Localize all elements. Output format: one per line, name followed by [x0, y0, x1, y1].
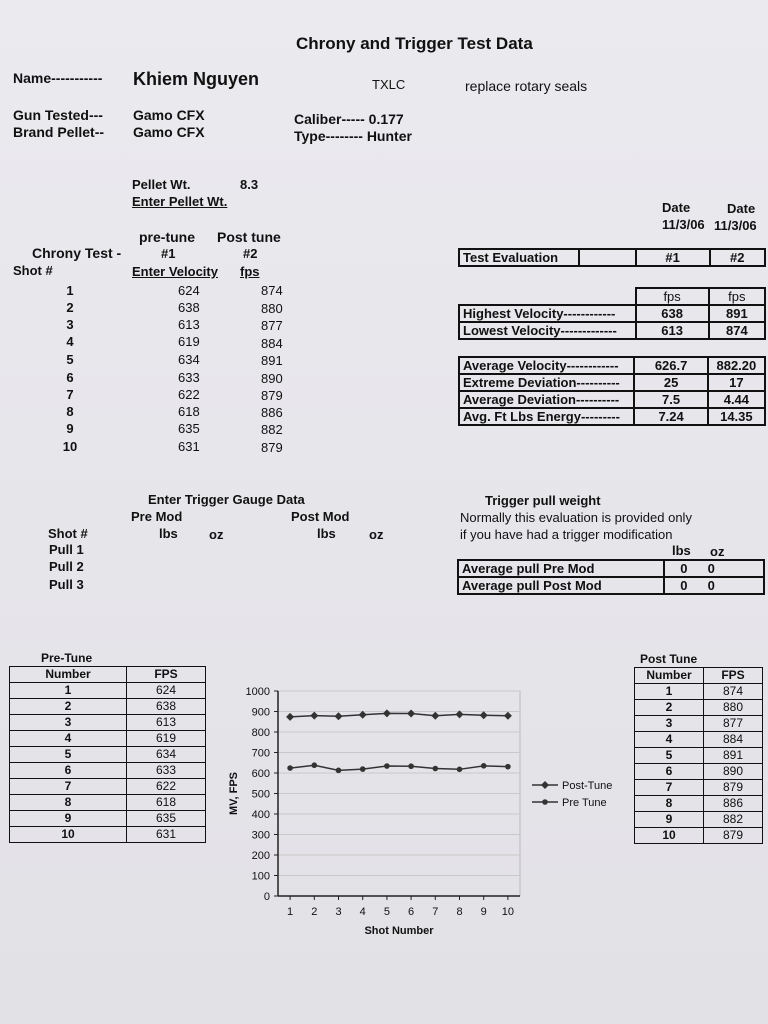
posttune-fps-cell: 891 — [704, 748, 763, 764]
eval-value: 891 — [709, 305, 765, 322]
data-point — [287, 765, 293, 771]
posttune-velocity: 879 — [261, 440, 283, 455]
shot-number: 7 — [66, 387, 74, 402]
pretune-fps-cell: 633 — [127, 763, 206, 779]
x-tick-label: 8 — [456, 906, 463, 918]
y-tick-label: 100 — [251, 870, 270, 883]
pretune-number-cell: 6 — [10, 763, 127, 779]
table-row — [10, 779, 206, 795]
pre-oz-header: oz — [209, 527, 224, 542]
posttune-number-cell: 10 — [635, 828, 704, 844]
velocity-chart — [222, 680, 622, 945]
shot-header: Shot # — [13, 263, 53, 278]
pretune-velocity: 634 — [178, 352, 200, 367]
trigger-gauge-title: Enter Trigger Gauge Data — [148, 492, 305, 507]
eval-col-1: #1 — [636, 249, 710, 266]
table-row — [459, 391, 765, 408]
date-header-1: Date — [662, 200, 691, 215]
eval-value: 25 — [634, 374, 707, 391]
eval-row-label: Highest Velocity------------ — [459, 305, 636, 322]
test-evaluation-title: Test Evaluation — [459, 249, 579, 266]
shot-number: 4 — [66, 334, 74, 349]
pretune-number-cell: 8 — [10, 795, 127, 811]
pellet-label: Brand Pellet-- — [13, 124, 105, 140]
pretune-number-cell: 7 — [10, 779, 127, 795]
pull-lbs-value: 0 — [664, 560, 704, 577]
posttune-number-cell: 6 — [635, 764, 704, 780]
date-value-1: 11/3/06 — [662, 217, 705, 232]
eval-row-label: Average Deviation---------- — [459, 391, 634, 408]
table-row — [459, 374, 765, 391]
pull-label: Pull 3 — [49, 577, 84, 592]
table-row — [635, 764, 763, 780]
trigger-shot-header: Shot # — [48, 526, 88, 541]
date-value-2: 11/3/06 — [714, 218, 757, 233]
shot-number: 9 — [66, 421, 74, 436]
pull-weight-note-1: Normally this evaluation is provided only — [460, 510, 692, 525]
gun-label: Gun Tested--- — [13, 107, 103, 123]
pretune-number-cell: 5 — [10, 747, 127, 763]
table-row — [635, 684, 763, 700]
data-point — [336, 768, 342, 774]
y-tick-label: 1000 — [245, 686, 270, 698]
eval-value: 7.24 — [634, 408, 707, 425]
table-row — [10, 731, 206, 747]
y-tick-label: 400 — [251, 809, 270, 821]
shot-number: 3 — [66, 317, 74, 332]
posttune-number-cell: 3 — [635, 716, 704, 732]
shot-number: 10 — [62, 439, 78, 454]
posttune-fps-cell: 886 — [704, 796, 763, 812]
data-point — [384, 763, 390, 769]
pretune-table-title: Pre-Tune — [41, 651, 93, 665]
shot-number: 8 — [66, 404, 74, 419]
data-point — [433, 766, 439, 772]
pull-oz-value: 0 — [704, 560, 764, 577]
series-line-1 — [290, 765, 508, 770]
y-tick-label: 0 — [263, 891, 270, 903]
posttune-velocity: 891 — [261, 353, 283, 368]
test-evaluation-header — [458, 248, 766, 267]
posttune-number-cell: 7 — [635, 780, 704, 796]
pretune-fps-cell: 635 — [127, 811, 206, 827]
pretune-number-header: Number — [10, 667, 127, 683]
eval-col-2: #2 — [710, 249, 765, 266]
posttune-velocity: 877 — [261, 318, 283, 333]
posttune-velocity: 890 — [261, 371, 283, 386]
pull-oz-header: oz — [710, 544, 725, 559]
fps-unit-label: fps — [240, 264, 260, 279]
y-tick-label: 700 — [251, 747, 270, 760]
posttune-number-cell: 9 — [635, 812, 704, 828]
eval-value: 638 — [636, 305, 709, 322]
y-tick-label: 600 — [251, 768, 270, 780]
posttune-fps-header: FPS — [704, 668, 763, 684]
posttune-table-title: Post Tune — [640, 652, 698, 666]
legend-marker — [542, 799, 548, 805]
y-tick-label: 500 — [251, 788, 270, 801]
data-point — [457, 767, 463, 773]
eval-value: 874 — [709, 322, 765, 339]
table-row — [635, 828, 763, 844]
post-oz-header: oz — [369, 527, 384, 542]
eval-row-label: Avg. Ft Lbs Energy--------- — [459, 408, 634, 425]
x-tick-label: 5 — [383, 906, 390, 918]
pretune-fps-cell: 638 — [127, 699, 206, 715]
pellet-wt-label: Pellet Wt. — [132, 177, 191, 192]
table-row — [459, 357, 765, 374]
x-tick-label: 6 — [408, 906, 415, 918]
pretune-fps-cell: 624 — [127, 683, 206, 699]
posttune-fps-cell: 879 — [704, 780, 763, 796]
data-point — [480, 711, 488, 719]
pre-mod-header: Pre Mod — [131, 509, 183, 524]
shot-number: 5 — [66, 352, 74, 367]
fps-header-2: fps — [709, 288, 765, 305]
posttune-velocity: 880 — [261, 301, 283, 316]
posttune-number-cell: 1 — [635, 684, 704, 700]
series-line-0 — [290, 713, 508, 716]
table-row — [458, 577, 764, 594]
x-axis-label: Shot Number — [364, 925, 434, 937]
velocity-range-table — [458, 287, 766, 340]
eval-value: 14.35 — [708, 408, 765, 425]
posttune-table — [634, 667, 763, 844]
pretune-velocity: 624 — [178, 283, 200, 298]
table-row — [635, 780, 763, 796]
posttune-number-cell: 8 — [635, 796, 704, 812]
posttune-number-cell: 4 — [635, 732, 704, 748]
pretune-number-cell: 10 — [10, 827, 127, 843]
table-row — [635, 796, 763, 812]
eval-row-label: Lowest Velocity------------- — [459, 322, 636, 339]
pretune-fps-cell: 619 — [127, 731, 206, 747]
shot-number: 6 — [66, 370, 74, 385]
test-number-2: #2 — [243, 246, 258, 261]
posttune-velocity: 882 — [261, 422, 283, 437]
eval-value: 613 — [636, 322, 709, 339]
eval-value: 882.20 — [708, 357, 765, 374]
pre-lbs-header: lbs — [159, 526, 178, 541]
data-point — [431, 712, 439, 720]
caliber-label: Caliber----- 0.177 — [294, 111, 404, 127]
data-point — [360, 766, 366, 772]
post-lbs-header: lbs — [317, 526, 336, 541]
posttune-velocity: 879 — [261, 388, 283, 403]
eval-value: 4.44 — [708, 391, 765, 408]
table-row — [635, 732, 763, 748]
fps-header-1: fps — [636, 288, 709, 305]
pretune-table — [9, 666, 206, 843]
table-row — [10, 683, 206, 699]
shot-number: 2 — [66, 300, 74, 315]
x-tick-label: 10 — [501, 906, 515, 918]
eval-row-label: Average Velocity------------ — [459, 357, 634, 374]
posttune-velocity: 884 — [261, 336, 283, 351]
pretune-number-cell: 1 — [10, 683, 127, 699]
posttune-fps-cell: 884 — [704, 732, 763, 748]
name-label: Name----------- — [13, 70, 103, 86]
pretune-header: pre-tune — [139, 229, 195, 245]
posttune-fps-cell: 882 — [704, 812, 763, 828]
pull-row-label: Average pull Post Mod — [458, 577, 664, 594]
note-text: replace rotary seals — [465, 78, 588, 94]
pull-row-label: Average pull Pre Mod — [458, 560, 664, 577]
posttune-velocity: 886 — [261, 405, 283, 420]
pretune-velocity: 633 — [178, 370, 200, 385]
code-text: TXLC — [372, 77, 406, 92]
pretune-number-cell: 9 — [10, 811, 127, 827]
shot-number: 1 — [66, 283, 74, 298]
posttune-fps-cell: 879 — [704, 828, 763, 844]
page-title: Chrony and Trigger Test Data — [296, 34, 533, 53]
pretune-number-cell: 2 — [10, 699, 127, 715]
pull-weight-note-2: if you have had a trigger modification — [460, 527, 673, 542]
x-tick-label: 7 — [432, 906, 439, 918]
name-value: Khiem Nguyen — [133, 69, 260, 89]
y-tick-label: 200 — [251, 850, 270, 862]
data-point — [312, 762, 318, 768]
enter-pellet-wt-label: Enter Pellet Wt. — [132, 194, 228, 209]
table-row — [10, 747, 206, 763]
y-tick-label: 800 — [251, 727, 270, 739]
posttune-velocity: 874 — [261, 283, 283, 298]
pretune-velocity: 638 — [178, 300, 200, 315]
table-row — [10, 699, 206, 715]
pretune-fps-header: FPS — [127, 667, 206, 683]
table-row — [459, 322, 765, 339]
y-tick-label: 900 — [251, 706, 270, 719]
data-point — [407, 710, 415, 718]
table-row — [635, 700, 763, 716]
posttune-number-header: Number — [635, 668, 704, 684]
data-point — [335, 712, 343, 720]
pull-oz-value: 0 — [704, 577, 764, 594]
posttune-fps-cell: 874 — [704, 684, 763, 700]
pretune-number-cell: 4 — [10, 731, 127, 747]
date-header-2: Date — [727, 201, 756, 216]
data-point — [383, 709, 391, 717]
table-row — [635, 812, 763, 828]
pull-label: Pull 2 — [49, 559, 84, 574]
pretune-fps-cell: 622 — [127, 779, 206, 795]
x-tick-label: 9 — [480, 906, 487, 918]
x-tick-label: 2 — [311, 906, 318, 918]
data-point — [310, 712, 318, 720]
pretune-velocity: 619 — [178, 334, 200, 349]
pull-weight-title: Trigger pull weight — [485, 493, 601, 508]
legend-label: Post-Tune — [562, 780, 613, 792]
data-point — [504, 712, 512, 720]
pretune-velocity: 635 — [178, 421, 200, 436]
pretune-fps-cell: 618 — [127, 795, 206, 811]
table-row — [10, 795, 206, 811]
table-row — [459, 305, 765, 322]
table-row — [635, 748, 763, 764]
table-row — [459, 408, 765, 425]
pretune-velocity: 613 — [178, 317, 200, 332]
table-row — [635, 716, 763, 732]
x-tick-label: 4 — [359, 906, 366, 918]
eval-value: 7.5 — [634, 391, 707, 408]
test-number-1: #1 — [161, 246, 176, 261]
eval-value: 17 — [708, 374, 765, 391]
pretune-velocity: 618 — [178, 404, 200, 419]
pretune-fps-cell: 634 — [127, 747, 206, 763]
pull-lbs-header: lbs — [672, 543, 691, 558]
pretune-velocity: 622 — [178, 387, 200, 402]
table-row — [10, 827, 206, 843]
x-tick-label: 1 — [287, 906, 294, 918]
data-point — [481, 763, 487, 769]
data-point — [408, 763, 414, 769]
posttune-fps-cell: 890 — [704, 764, 763, 780]
pull-weight-table — [457, 559, 765, 595]
table-row — [10, 715, 206, 731]
legend-label: Pre Tune — [562, 797, 607, 809]
posttune-number-cell: 2 — [635, 700, 704, 716]
eval-row-label: Extreme Deviation---------- — [459, 374, 634, 391]
pull-lbs-value: 0 — [664, 577, 704, 594]
gun-value: Gamo CFX — [133, 107, 205, 123]
chrony-test-label: Chrony Test - — [32, 245, 122, 261]
enter-velocity-label: Enter Velocity — [132, 264, 218, 279]
pretune-fps-cell: 613 — [127, 715, 206, 731]
posttune-number-cell: 5 — [635, 748, 704, 764]
table-row — [10, 763, 206, 779]
pellet-value: Gamo CFX — [133, 124, 205, 140]
pretune-number-cell: 3 — [10, 715, 127, 731]
data-point — [286, 713, 294, 721]
eval-value: 626.7 — [634, 357, 707, 374]
y-tick-label: 300 — [251, 829, 270, 842]
legend-marker — [541, 781, 549, 789]
x-tick-label: 3 — [335, 906, 342, 918]
table-row — [458, 560, 764, 577]
type-label: Type-------- Hunter — [294, 128, 412, 144]
table-row — [10, 811, 206, 827]
post-mod-header: Post Mod — [291, 509, 350, 524]
y-axis-label: MV, FPS — [228, 772, 240, 815]
pretune-fps-cell: 631 — [127, 827, 206, 843]
posttune-fps-cell: 880 — [704, 700, 763, 716]
pellet-wt-value: 8.3 — [240, 177, 259, 192]
pull-label: Pull 1 — [49, 542, 84, 557]
posttune-fps-cell: 877 — [704, 716, 763, 732]
pretune-velocity: 631 — [178, 439, 200, 454]
data-point — [505, 764, 511, 770]
velocity-stats-table — [458, 356, 766, 426]
posttune-header: Post tune — [217, 229, 281, 245]
